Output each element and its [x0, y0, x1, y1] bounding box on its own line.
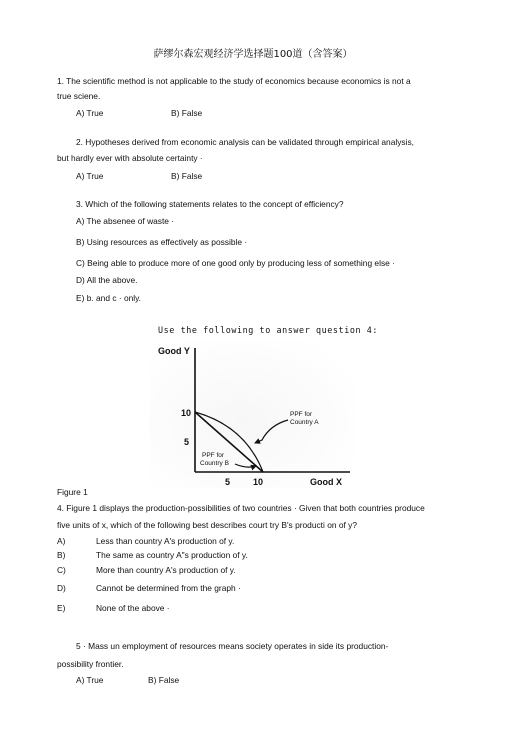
question-3-option-c: C) Being able to produce more of one good only by producing less of something else · — [76, 258, 395, 268]
question-3-option-a: A) The absenee of waste · — [76, 216, 175, 226]
y-axis-label: Good Y — [158, 346, 190, 356]
question-4-option-e-key: E) — [57, 603, 66, 613]
question-4-option-e: None of the above · — [96, 603, 170, 613]
question-2-option-a: A) True — [76, 171, 104, 181]
question-1-option-a: A) True — [76, 108, 104, 118]
question-3-text: 3. Which of the following statements relates to the concept of efficiency? — [76, 199, 344, 209]
ppf-b-label-line2: Country B — [200, 460, 229, 467]
question-2-text: 2. Hypotheses derived from economic analysis can be validated through empirical analysis, — [76, 137, 414, 147]
ppf-a-label-line1: PPF for — [290, 411, 313, 418]
question-5-text-cont: possibility frontier. — [57, 659, 124, 669]
question-4-text: 4. Figure 1 displays the production-possibilities of two countries · Given that both countries produce — [57, 503, 425, 513]
question-2-option-b: B) False — [171, 171, 203, 181]
question-4-option-d-key: D) — [57, 583, 66, 593]
y-tick-5: 5 — [184, 437, 190, 447]
ppf-b-label-line1: PPF for — [202, 452, 225, 459]
question-3-option-b: B) Using resources as effectively as possible · — [76, 237, 248, 247]
question-4-option-d: Cannot be determined from the graph · — [96, 583, 241, 593]
x-tick-5: 5 — [225, 477, 231, 487]
ppf-a-label-line2: Country A — [290, 419, 319, 426]
question-4-option-b-key: B) — [57, 550, 66, 560]
figure-label: Figure 1 — [57, 487, 88, 497]
question-4-option-b: The same as country A"s production of y. — [96, 550, 248, 560]
question-1-text: 1. The scientific method is not applicable to the study of economics because economics is not a — [57, 76, 411, 86]
question-1-option-b: B) False — [171, 108, 203, 118]
x-tick-10: 10 — [253, 477, 264, 487]
ppf-figure — [150, 340, 354, 488]
question-4-text-cont: five units of x, which of the following best describes court try B's producti on of y? — [57, 520, 357, 530]
question-4-option-c-key: C) — [57, 565, 66, 575]
figure-caption: Use the following to answer question 4: — [158, 325, 379, 335]
question-3-option-d: D) All the above. — [76, 275, 138, 285]
y-tick-10: 10 — [181, 408, 192, 418]
x-axis-label: Good X — [310, 477, 342, 487]
question-1-text-cont: true sciene. — [57, 91, 101, 101]
question-4-option-a: Less than country A's production of y. — [96, 536, 235, 546]
question-4-option-a-key: A) — [57, 536, 66, 546]
question-5-option-a: A) True — [76, 675, 104, 685]
question-4-option-c: More than country A's production of y. — [96, 565, 236, 575]
document-title: 萨缪尔森宏观经济学选择题100道（含答案） — [153, 49, 353, 60]
question-5-text: 5 · Mass un employment of resources means society operates in side its production- — [76, 641, 389, 651]
question-5-option-b: B) False — [148, 675, 180, 685]
question-3-option-e: E) b. and c · only. — [76, 293, 142, 303]
question-2-text-cont: but hardly ever with absolute certainty · — [57, 153, 203, 163]
